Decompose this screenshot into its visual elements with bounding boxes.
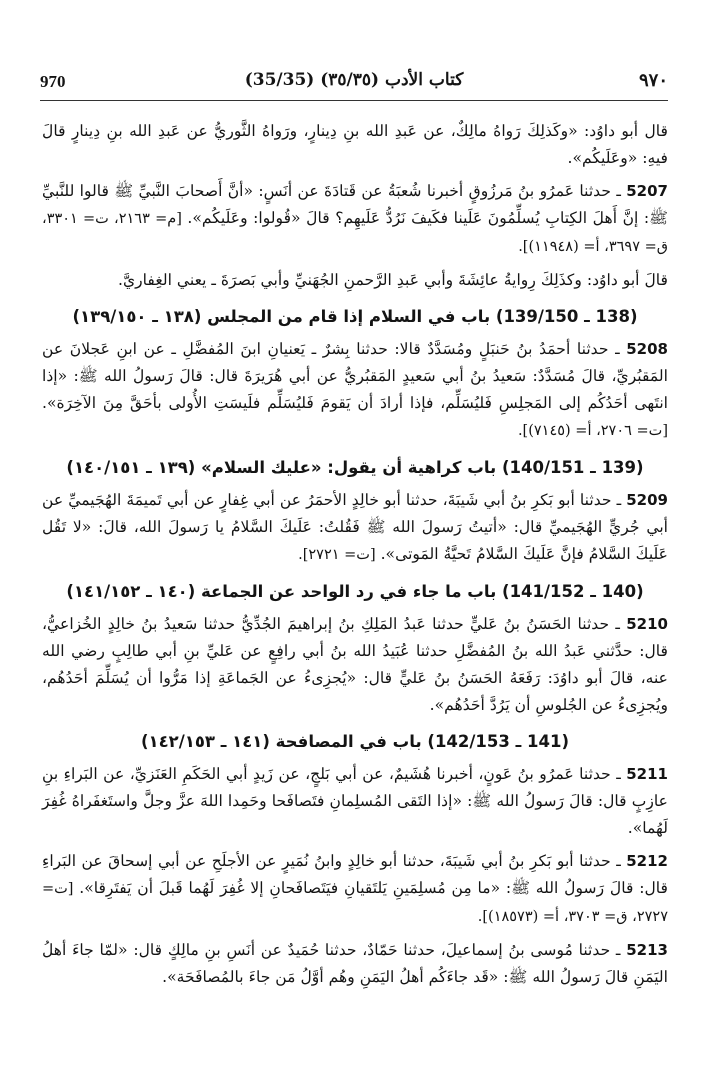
hadith-reference: [ت= ٢٧٢١]. xyxy=(298,547,376,563)
hadith-number: 5209 xyxy=(626,491,668,509)
hadith-number: 5212 xyxy=(626,852,668,870)
hadith-5211 xyxy=(42,761,668,842)
hadith-5212 xyxy=(42,848,668,931)
hadith-5210 xyxy=(42,611,668,719)
hadith-text: ـ حدثنا أبو بَكرِ بنُ أبي شَيبَةَ، حدثنا أبو خالِدٍ وابنُ نُمَيرٍ عن الأجلَحِ عن أبي إسحاقَ عن البَراءِ قال: قالَ رَسولُ الله ﷺ: «ما مِن مُسلِمَينِ يَلتَقيانِ فيَتَصافَحانِ إلا غُفِرَ لَهُما قَبلَ أن يَفتَرِقا». xyxy=(42,852,668,897)
paragraph-qala-2 xyxy=(42,267,668,294)
hadith-text: ـ حدثنا مُوسى بنُ إسماعيلَ، حدثنا حَمّادٌ، حدثنا حُمَيدٌ عن أنَسِ بنِ مالِكٍ قال: «لمّا جاءَ أهلُ اليَمَنِ قالَ رَسولُ الله ﷺ: «قَد جاءَكُم أهلُ اليَمَنِ وهُم أوَّلُ مَن جاءَ بالمُصافَحَة». xyxy=(42,941,668,986)
running-title: (35/35) كتاب الأدب (٣٥/٣٥) xyxy=(244,70,464,90)
hadith-number: 5213 xyxy=(626,941,668,959)
hadith-text: ـ حدثنا أبو بَكرِ بنُ أبي شَيبَةَ، حدثنا أبو خالِدٍ الأحمَرُ عن أبي غِفارٍ عن أبي تَميمَةَ الهُجَيميِّ عن أبي جُريٍّ الهُجَيميِّ قال: «أتيتُ رَسولَ الله ﷺ فَقُلتُ: عَلَيكَ السَّلامُ يا رَسولَ الله، قالَ: «لا تَقُل عَلَيكَ السَّلامُ فإنَّ عَلَيكَ السَّلامُ تَحيَّةُ المَوتى». xyxy=(42,491,668,563)
header-rule xyxy=(40,100,668,101)
page-body xyxy=(42,118,668,997)
hadith-reference: [م= ٢١٦٣، ت= ٣٣٠١، ق= ٣٦٩٧، أ= (١١٩٤٨)]. xyxy=(42,211,668,255)
page-number-latin: 970 xyxy=(40,72,66,91)
hadith-reference: [ت= ٢٧٢٧، ق= ٣٧٠٣، أ= (١٨٥٧٣)]. xyxy=(42,881,668,925)
paragraph-text: قالَ أبو داوُد: وكذَلِكَ رِوايةُ عائِشَةَ وأبي عَبدِ الرَّحمنِ الجُهَنيِّ وأبي بَصرَةَ ـ يعني الغِفاريَّ. xyxy=(117,271,668,289)
paragraph-qala-1 xyxy=(42,118,668,172)
hadith-text: ـ حدثنا عَمرُو بنُ عَونٍ، أخبرنا هُشَيمٌ، عن أبي بَلجٍ، عن زَيدٍ أبي الحَكَمِ العَنَزيِّ، عن البَراءِ بنِ عازِبٍ قال: قالَ رَسولُ الله ﷺ: «إذا التَقى المُسلِمانِ فتَصافَحا وحَمِدا اللهَ عزَّ وجلَّ واستَغفَراهُ غُفِرَ لَهُما». xyxy=(42,765,668,837)
hadith-number: 5208 xyxy=(626,340,668,358)
chapter-heading-138: (138 ـ 139/150) باب في السلام إذا قام من المجلس (١٣٨ ـ ١٣٩/١٥٠) xyxy=(72,307,638,326)
hadith-number: 5210 xyxy=(626,615,668,633)
hadith-text: ـ حدثنا عَمرُو بنُ مَرزُوقٍ أخبرنا شُعبَةُ عن قَتادَةَ عن أنَسٍ: «أنَّ أَصحابَ النَّبيِّ ﷺ قالوا للنَّبيِّ ﷺ: إنَّ أَهلَ الكِتابِ يُسلِّمُونَ عَلَينا فكَيفَ نَرُدُّ عَلَيهِم؟ قالَ «قُولوا: وعَلَيكُم». xyxy=(42,182,668,227)
page-header xyxy=(40,70,668,98)
hadith-5207 xyxy=(42,178,668,261)
page-number-arabic: ٩٧٠ xyxy=(638,70,668,91)
chapter-heading-139: (139 ـ 140/151) باب كراهية أن يقول: «عليك السلام» (١٣٩ ـ ١٤٠/١٥١) xyxy=(66,458,644,477)
hadith-number: 5211 xyxy=(626,765,668,783)
hadith-text: ـ حدثنا الحَسَنُ بنُ عَليٍّ حدثنا عَبدُ المَلِكِ بنُ إبراهيمَ الجُدِّيُّ حدثنا سَعيدُ بنُ خالِدٍ الخُزاعيُّ، قال: حدَّثني عَبدُ الله بنُ المُفضَّلِ حدثنا عُبَيدُ الله بنُ أبي رافِعٍ عن عَليِّ بنِ أبي طالِبٍ رضي الله عنه، قالَ أبو داوُدَ: رَفَعَهُ الحَسَنُ بنُ عَليٍّ قال: «يُجزِىءُ عن الجَماعَةِ إذا مَرُّوا أن يُسَلِّمَ أحَدُهُم، ويُجزِىءُ عن الجُلوسِ أن يَرُدَّ أحَدُهُم». xyxy=(42,615,668,714)
hadith-text: ـ حدثنا أحمَدُ بنُ حَنبَلٍ ومُسَدَّدٌ قالا: حدثنا بِشرٌ ـ يَعنيانِ ابنَ المُفضَّلِ ـ عن ابنِ عَجلانَ عن المَقبُريِّ، قالَ مُسَدَّدٌ: سَعيدُ بنُ أبي سَعيدٍ المَقبُريُّ عن أبي هُرَيرَةَ قال: قالَ رَسولُ الله ﷺ: «إذا انتَهى أحَدُكُم إلى المَجلِسِ فَليُسَلِّم، فإذا أرادَ أن يَقومَ فَليُسَلِّم فلَيسَتِ الأُولى بأحَقَّ مِنَ الآخِرَة». xyxy=(42,340,668,412)
hadith-reference: [ت= ٢٧٠٦، أ= (٧١٤٥)]. xyxy=(517,423,668,439)
hadith-5213 xyxy=(42,937,668,991)
chapter-heading-141: (141 ـ 142/153) باب في المصافحة (١٤١ ـ ١٤٢/١٥٣) xyxy=(140,732,570,751)
hadith-5209 xyxy=(42,487,668,569)
hadith-number: 5207 xyxy=(626,182,668,200)
hadith-5208 xyxy=(42,336,668,445)
chapter-heading-140: (140 ـ 141/152) باب ما جاء في رد الواحد عن الجماعة (١٤٠ ـ ١٤١/١٥٢) xyxy=(66,582,644,601)
paragraph-text: قال أبو داوُد: «وكَذلِكَ رَواهُ مالِكٌ، عن عَبدِ الله بنِ دِينارٍ، ورَواهُ الثَّوريُّ عن عَبدِ الله بنِ دِينارٍ قالَ فيهِ: «وعَلَيكُم». xyxy=(42,122,668,167)
